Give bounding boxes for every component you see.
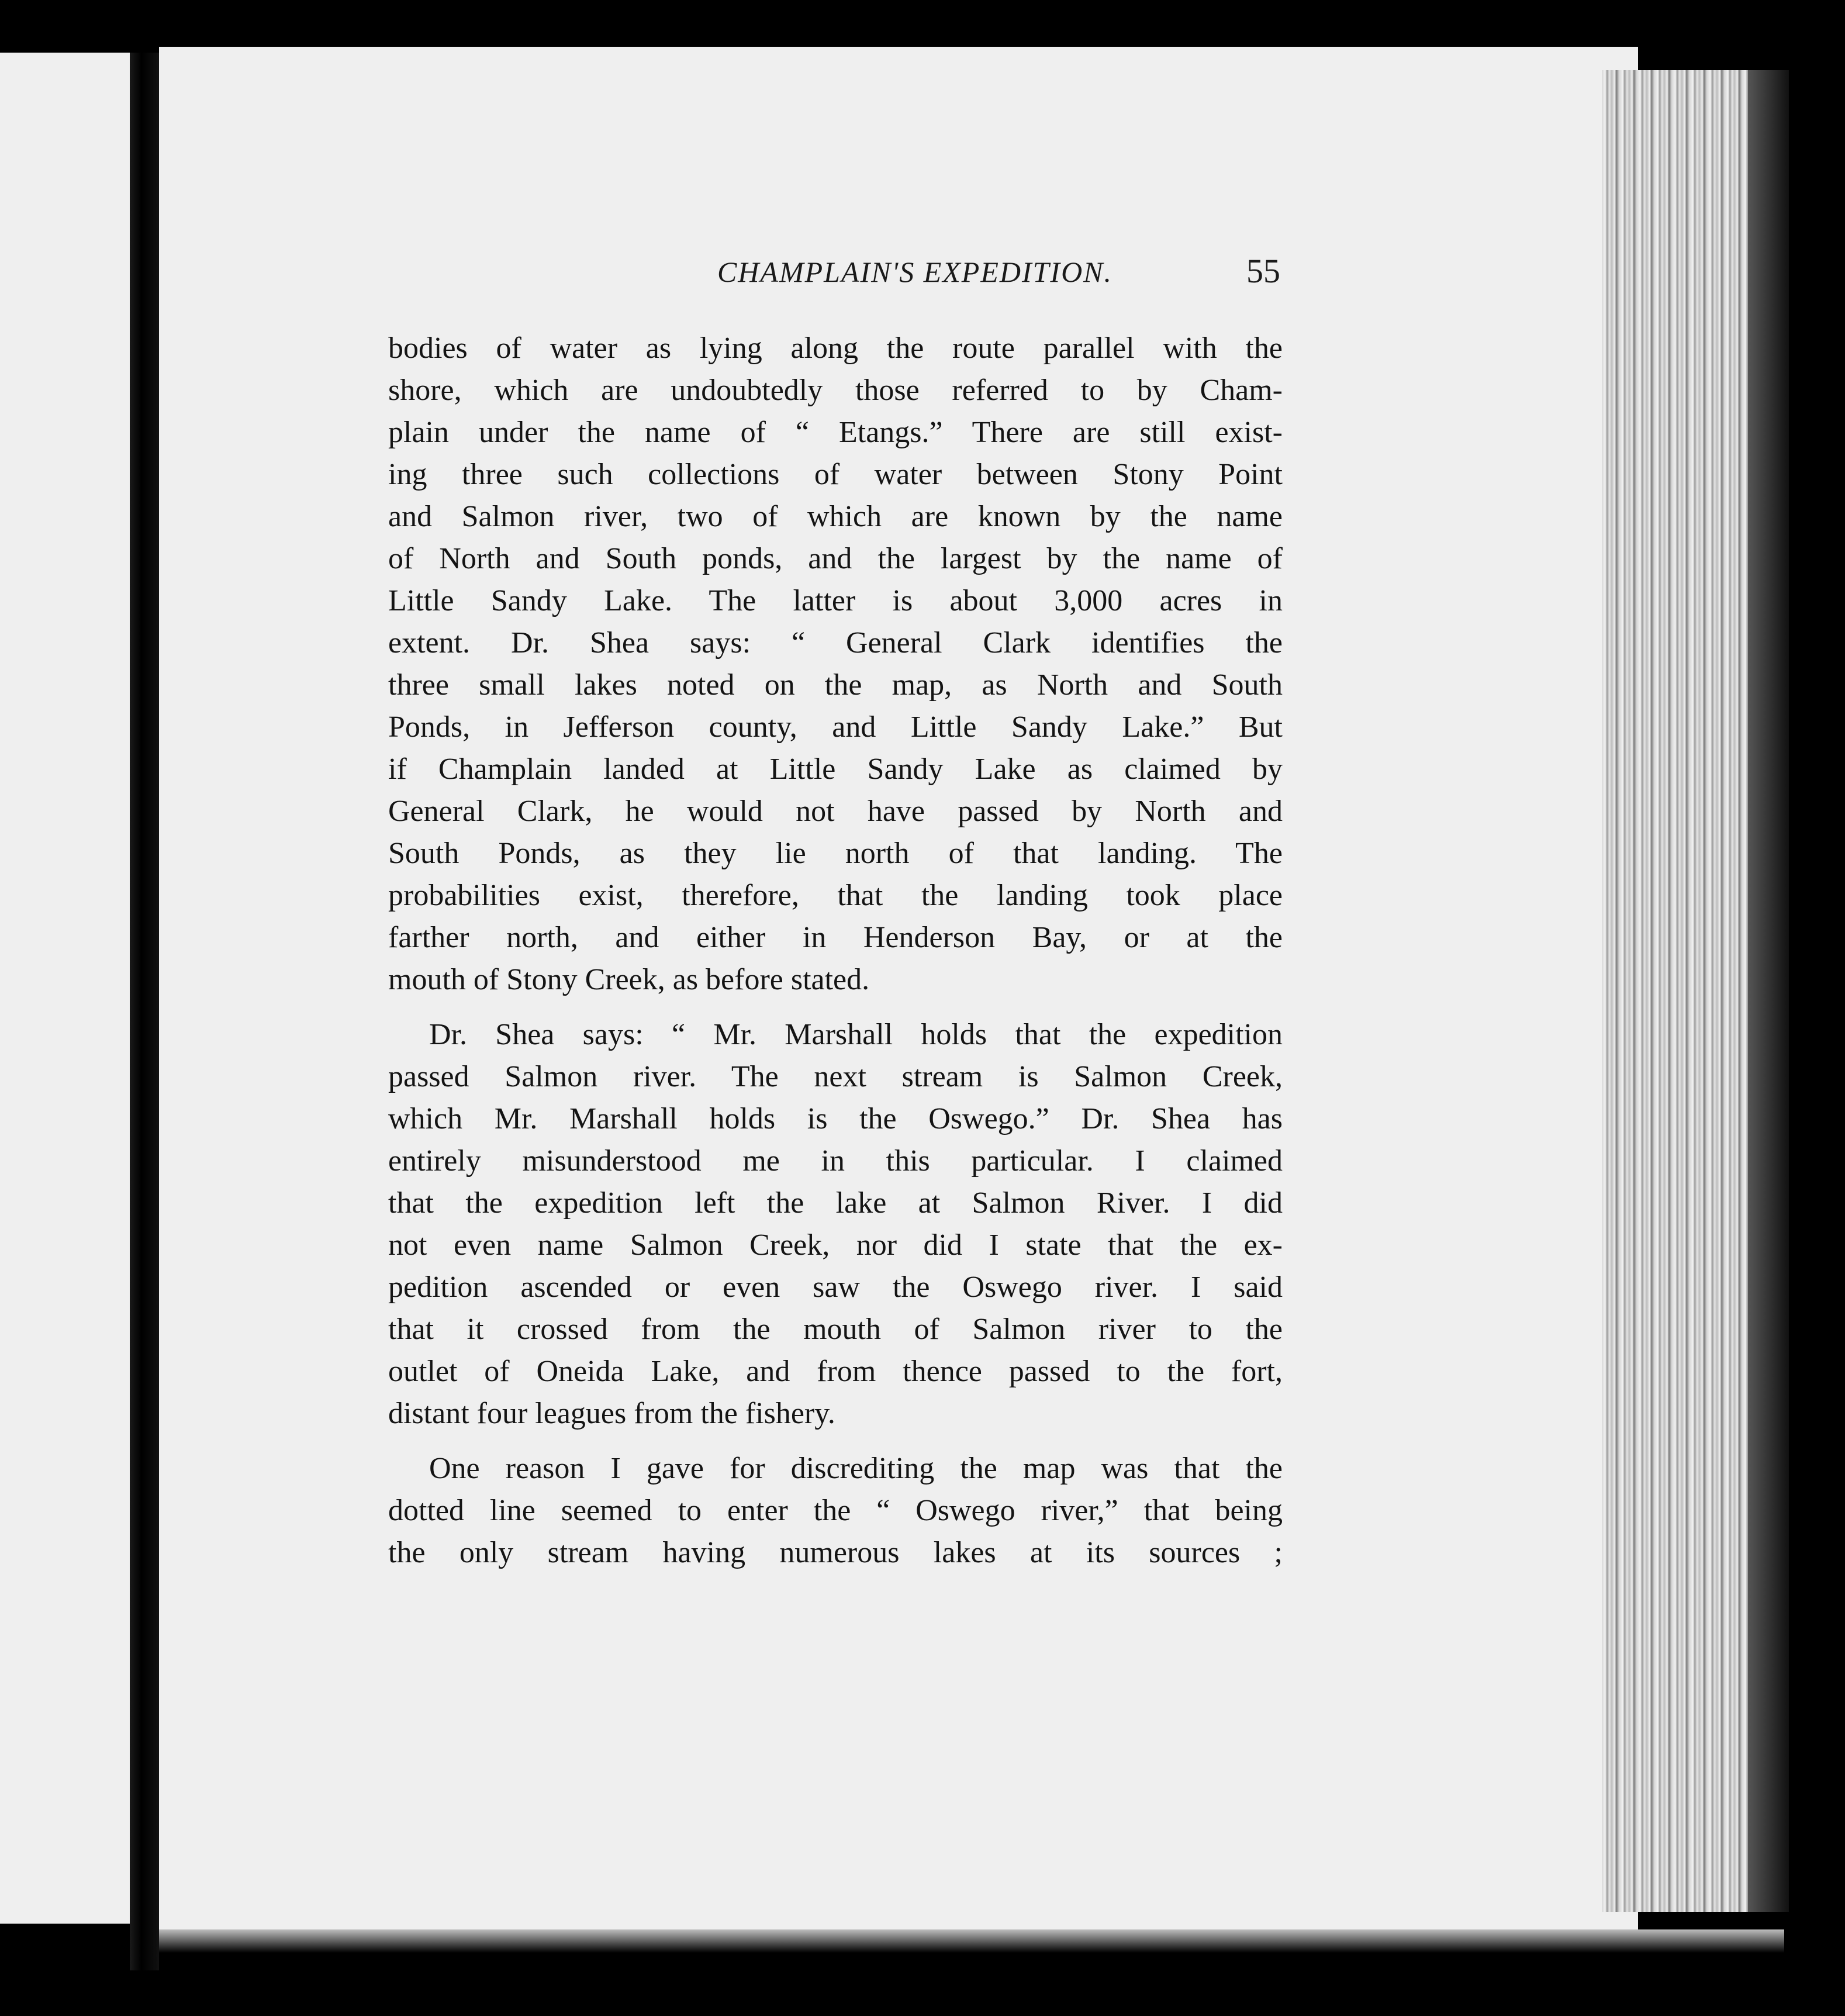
paragraph-gap: [388, 1435, 1283, 1448]
page-number: 55: [1246, 252, 1280, 290]
text-line: outlet of Oneida Lake, and from thence passed to the fort,: [388, 1355, 1283, 1388]
text-line: ing three such collections of water between Stony Point: [388, 458, 1283, 491]
body-text: [388, 327, 1283, 1574]
text-line: shore, which are undoubtedly those referred to by Cham-: [388, 374, 1283, 407]
text-line: Little Sandy Lake. The latter is about 3,000 acres in: [388, 584, 1283, 617]
text-line: South Ponds, as they lie north of that landing. The: [388, 837, 1283, 870]
text-line: that it crossed from the mouth of Salmon river to the: [388, 1313, 1283, 1346]
text-line: the only stream having numerous lakes at its sources ;: [388, 1536, 1283, 1569]
text-line: probabilities exist, therefore, that the landing took place: [388, 879, 1283, 912]
text-line: passed Salmon river. The next stream is Salmon Creek,: [388, 1060, 1283, 1093]
text-line: General Clark, he would not have passed by North and: [388, 795, 1283, 828]
text-line: entirely misunderstood me in this particular. I claimed: [388, 1144, 1283, 1178]
text-line: three small lakes noted on the map, as North and South: [388, 668, 1283, 702]
paragraph: [388, 1014, 1283, 1435]
book-gutter: [130, 53, 159, 1970]
text-line: mouth of Stony Creek, as before stated.: [388, 963, 870, 996]
text-line: of North and South ponds, and the largest by the name of: [388, 542, 1283, 575]
paragraph: [388, 327, 1283, 1001]
text-line: if Champlain landed at Little Sandy Lake as claimed by: [388, 752, 1283, 786]
page-bottom-shadow: [159, 1929, 1784, 1953]
paragraph: [388, 1448, 1283, 1574]
text-line: One reason I gave for discrediting the map was that the: [429, 1452, 1283, 1485]
text-line: pedition ascended or even saw the Oswego river. I said: [388, 1271, 1283, 1304]
paragraph-gap: [388, 1001, 1283, 1014]
text-line: Dr. Shea says: “ Mr. Marshall holds that the expedition: [429, 1018, 1283, 1051]
text-line: not even name Salmon Creek, nor did I state that the ex-: [388, 1228, 1283, 1262]
text-line: farther north, and either in Henderson Bay, or at the: [388, 921, 1283, 954]
text-line: distant four leagues from the fishery.: [388, 1397, 835, 1430]
text-line: plain under the name of “ Etangs.” There are still exist-: [388, 416, 1283, 449]
page-stack-fore-edge: [1602, 70, 1789, 1912]
text-line: dotted line seemed to enter the “ Oswego river,” that being: [388, 1494, 1283, 1527]
running-head: CHAMPLAIN'S EXPEDITION.: [717, 256, 1113, 288]
text-line: and Salmon river, two of which are known by the name: [388, 500, 1283, 533]
text-line: bodies of water as lying along the route parallel with the: [388, 332, 1283, 365]
text-line: which Mr. Marshall holds is the Oswego.” Dr. Shea has: [388, 1102, 1283, 1135]
text-line: that the expedition left the lake at Salmon River. I did: [388, 1186, 1283, 1220]
text-line: extent. Dr. Shea says: “ General Clark identifies the: [388, 626, 1283, 660]
text-line: Ponds, in Jefferson county, and Little Sandy Lake.” But: [388, 710, 1283, 744]
previous-page-edge: [0, 53, 130, 1924]
